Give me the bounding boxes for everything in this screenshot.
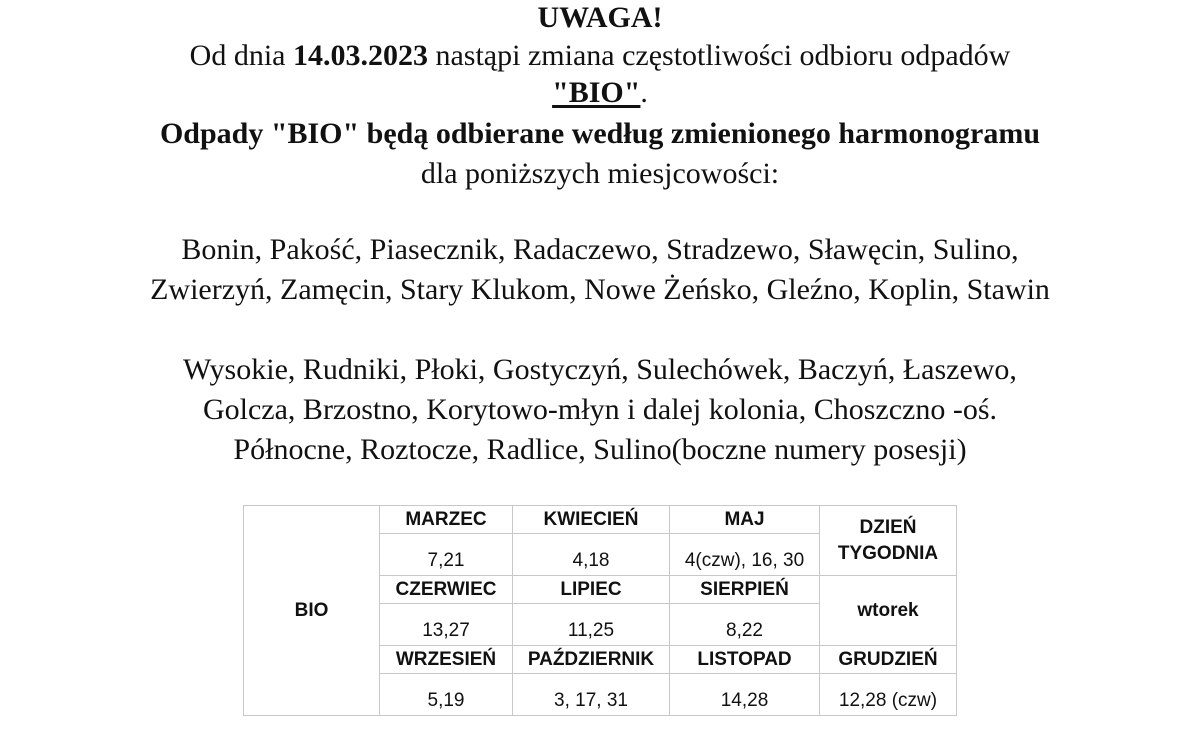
month-header-cell: LISTOPAD bbox=[670, 646, 820, 674]
localities-group1-line: Zwierzyń, Zamęcin, Stary Klukom, Nowe Żeńsko, Gleźno, Koplin, Stawin bbox=[150, 273, 1050, 306]
notice-title: UWAGA! bbox=[537, 1, 663, 34]
day-of-week-cell: wtorek bbox=[820, 576, 957, 646]
month-dates-cell: 4,18 bbox=[513, 534, 670, 576]
notice-line-1 bbox=[0, 38, 1200, 74]
month-dates-cell: 7,21 bbox=[380, 534, 513, 576]
month-header-cell: MARZEC bbox=[380, 506, 513, 534]
notice-bio-word: "BIO" bbox=[552, 76, 641, 109]
day-of-week-label-cell: DZIEŃ TYGODNIA bbox=[820, 506, 957, 576]
month-dates-cell: 12,28 (czw) bbox=[820, 674, 957, 716]
month-dates-cell: 3, 17, 31 bbox=[513, 674, 670, 716]
notice-date: 14.03.2023 bbox=[292, 39, 428, 72]
waste-type-cell: BIO bbox=[244, 506, 380, 716]
localities-group2-line: Golcza, Brzostno, Korytowo-młyn i dalej kolonia, Choszczno -oś. bbox=[202, 393, 997, 426]
localities-group2-line: Północne, Roztocze, Radlice, Sulino(boczne numery posesji) bbox=[233, 433, 967, 466]
notice-line-1-prefix: Od dnia bbox=[189, 39, 293, 72]
month-header-cell: MAJ bbox=[670, 506, 820, 534]
month-header-cell: GRUDZIEŃ bbox=[820, 646, 957, 674]
month-header-cell: KWIECIEŃ bbox=[513, 506, 670, 534]
month-header-cell: CZERWIEC bbox=[380, 576, 513, 604]
localities-group2-line: Wysokie, Rudniki, Płoki, Gostyczyń, Sulechówek, Baczyń, Łaszewo, bbox=[183, 353, 1017, 386]
notice-bio-period: . bbox=[640, 76, 648, 109]
schedule-table bbox=[243, 505, 957, 716]
month-header-cell: WRZESIEŃ bbox=[380, 646, 513, 674]
month-header-cell: SIERPIEŃ bbox=[670, 576, 820, 604]
notice-line-3: Odpady "BIO" będą odbierane według zmienionego harmonogramu bbox=[159, 117, 1041, 150]
month-dates-cell: 11,25 bbox=[513, 604, 670, 646]
month-header-cell: LIPIEC bbox=[513, 576, 670, 604]
month-dates-cell: 13,27 bbox=[380, 604, 513, 646]
notice-line-2 bbox=[0, 75, 1200, 111]
localities-group1-line: Bonin, Pakość, Piasecznik, Radaczewo, Stradzewo, Sławęcin, Sulino, bbox=[181, 233, 1019, 266]
table-row bbox=[244, 506, 957, 534]
notice-line-1-suffix: nastąpi zmiana częstotliwości odbioru odpadów bbox=[427, 39, 1011, 72]
month-dates-cell: 8,22 bbox=[670, 604, 820, 646]
month-header-cell: PAŹDZIERNIK bbox=[513, 646, 670, 674]
notice-line-4: dla poniższych miesjcowości: bbox=[420, 157, 780, 190]
month-dates-cell: 4(czw), 16, 30 bbox=[670, 534, 820, 576]
month-dates-cell: 5,19 bbox=[380, 674, 513, 716]
month-dates-cell: 14,28 bbox=[670, 674, 820, 716]
